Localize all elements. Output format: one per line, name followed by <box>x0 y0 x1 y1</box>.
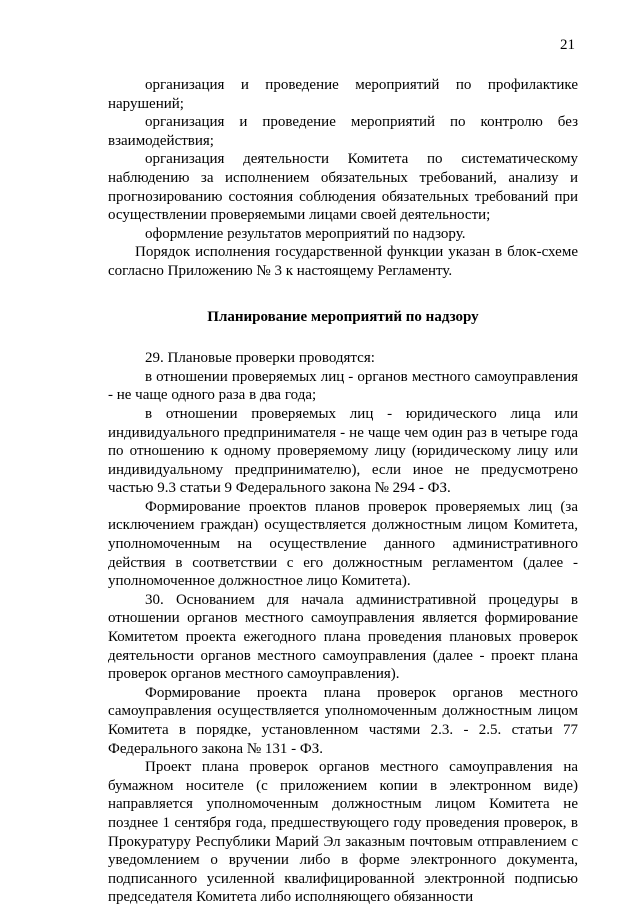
paragraph: оформление результатов мероприятий по надзору. <box>145 225 466 242</box>
paragraph: в отношении проверяемых лиц - юридического лица или индивидуального предпринимателя - не чаще чем один раз в четыре года по отношению к одному проверяемому лицу (юридическому лицу или индивидуальному предпринимателю), если иное не предусмотрено частью 9.3 статьи 9 Федерального закона № 294 - ФЗ. <box>108 405 578 497</box>
paragraph: организация деятельности Комитета по систематическому наблюдению за исполнением обязательных требований, анализу и прогнозированию состояния соблюдения обязательных требований при осуществлении проверяемыми лицами своей деятельности; <box>108 151 578 224</box>
paragraph: Формирование проектов планов проверок проверяемых лиц (за исключением граждан) осуществляется должностным лицом Комитета, уполномоченным на осуществление данного административного действия в соответствии с его должностным регламентом (далее - уполномоченное должностное лицо Комитета). <box>108 498 578 590</box>
spacer <box>108 326 578 349</box>
body-text <box>108 76 578 907</box>
paragraph: Порядок исполнения государственной функции указан в блок-схеме согласно Приложению № 3 к настоящему Регламенту. <box>108 244 578 279</box>
paragraph: организация и проведение мероприятий по контролю без взаимодействия; <box>108 114 578 149</box>
spacer <box>108 281 578 308</box>
paragraph: Формирование проекта плана проверок органов местного самоуправления осуществляется уполномоченным должностным лицом Комитета в порядке, установленном частями 2.3. - 2.5. статьи 77 Федерального закона № 131 - ФЗ. <box>108 684 578 757</box>
paragraph: 29. Плановые проверки проводятся: <box>145 350 375 367</box>
paragraph: в отношении проверяемых лиц - органов местного самоуправления - не чаще одного раза в два года; <box>108 368 578 404</box>
page-number: 21 <box>560 37 575 53</box>
paragraph: 30. Основанием для начала административной процедуры в отношении органов местного самоуправления является формирование Комитетом проекта ежегодного плана проведения плановых проверок деятельности органов местного самоуправления (далее - проект плана проверок органов местного самоуправления). <box>108 591 578 683</box>
paragraph: организация и проведение мероприятий по профилактике нарушений; <box>108 77 578 112</box>
section-heading: Планирование мероприятий по надзору <box>207 308 479 325</box>
paragraph: Проект плана проверок органов местного самоуправления на бумажном носителе (с приложением копии в электронном виде) направляется уполномоченным должностным лицом Комитета не позднее 1 сентября года, предшествующего году проведения проверок, в Прокуратуру Республики Марий Эл заказным почтовым отправлением с уведомлением о вручении либо в форме электронного документа, подписанного усиленной квалифицированной электронной подписью председателя Комитета либо исполняющего обязанности <box>108 759 578 906</box>
